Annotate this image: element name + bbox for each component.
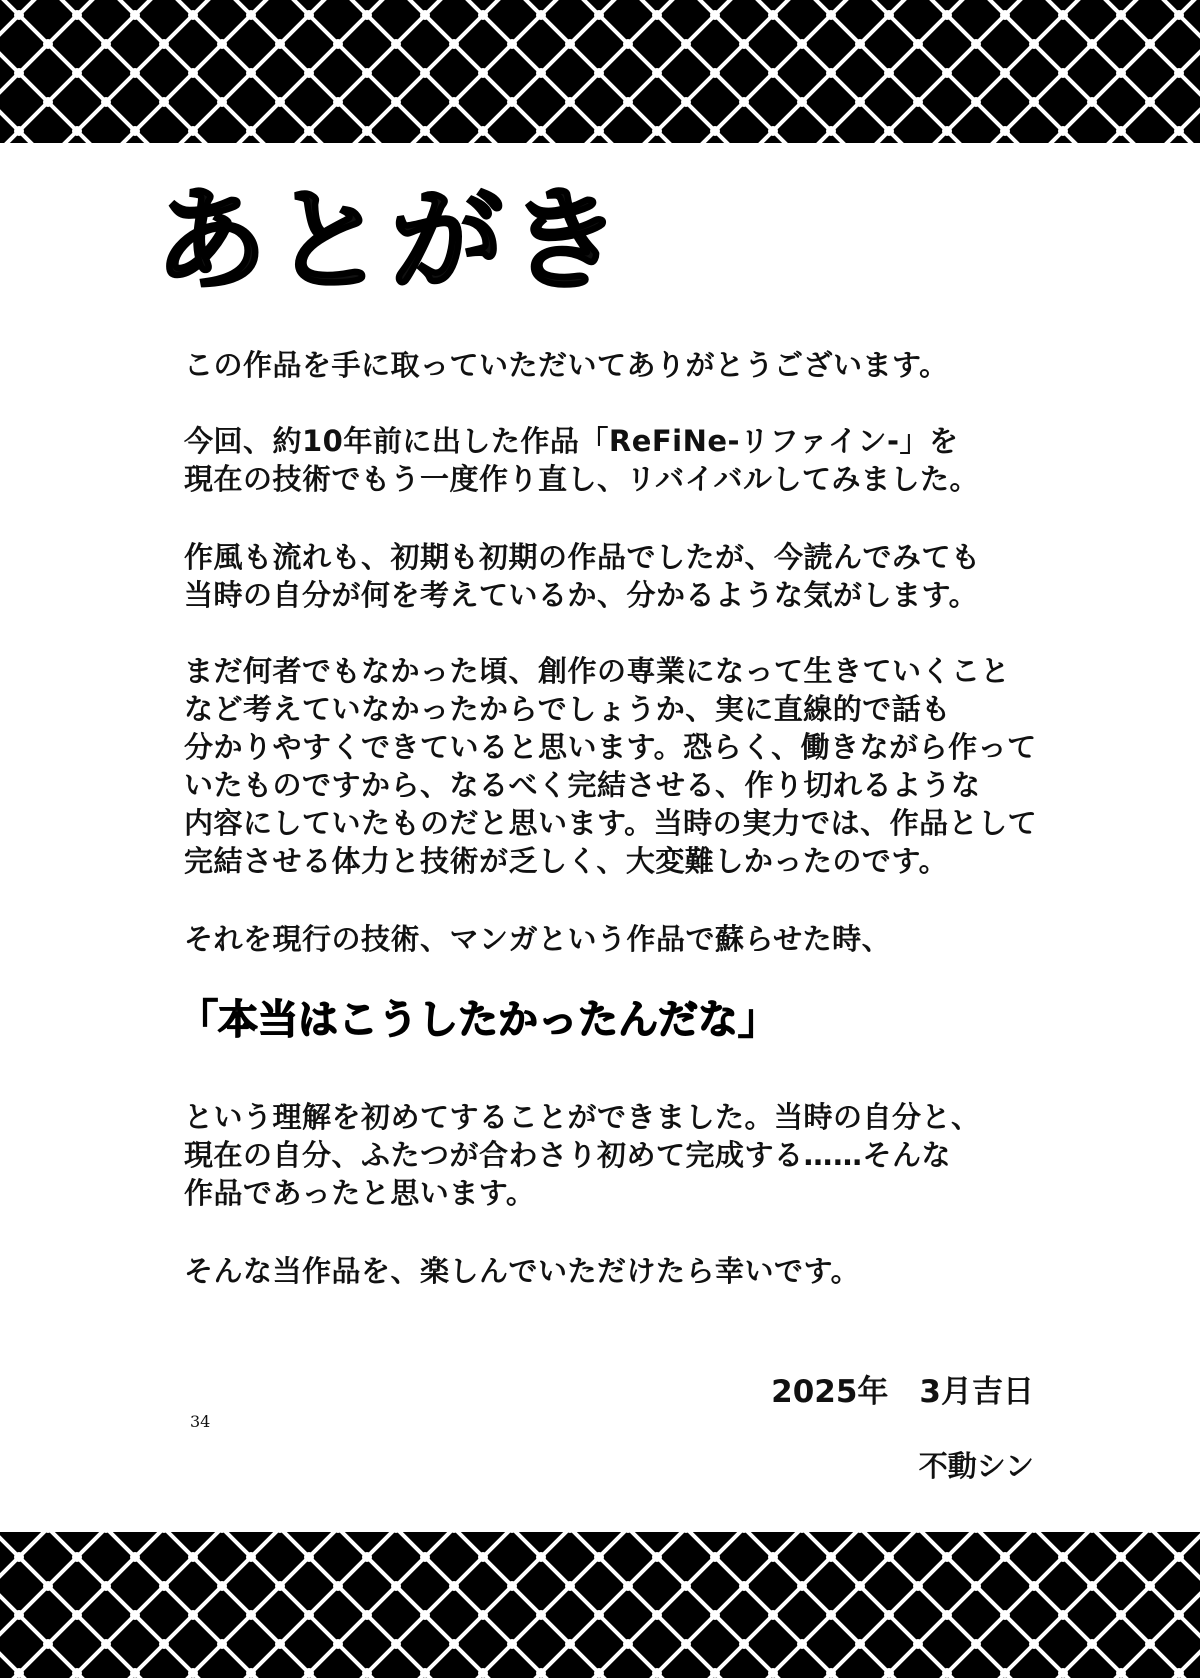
bottom-lattice-border bbox=[0, 1532, 1200, 1678]
text-line: 現在の技術でもう一度作り直し、リバイバルしてみました。 bbox=[184, 462, 980, 496]
text-line: 作風も流れも、初期も初期の作品でしたが、今読んでみても bbox=[184, 540, 981, 574]
text-line: この作品を手に取っていただいてありがとうございます。 bbox=[184, 348, 949, 382]
page-number: 34 bbox=[190, 1412, 211, 1431]
text-line: 現在の自分、ふたつが合わさり初めて完成する……そんな bbox=[184, 1138, 952, 1172]
lattice-pattern-bottom bbox=[0, 1532, 1200, 1678]
text-line: という理解を初めてすることができました。当時の自分と、 bbox=[184, 1100, 981, 1134]
text-line: 当時の自分が何を考えているか、分かるような気がします。 bbox=[184, 578, 979, 612]
paragraph-6 bbox=[184, 1098, 981, 1212]
text-line: それを現行の技術、マンガという作品で蘇らせた時、 bbox=[184, 922, 892, 956]
text-line: など考えていなかったからでしょうか、実に直線的で話も bbox=[184, 692, 951, 726]
paragraph-7 bbox=[184, 1252, 860, 1290]
top-lattice-border bbox=[0, 0, 1200, 143]
paragraph-4 bbox=[184, 652, 1037, 880]
paragraph-1 bbox=[184, 346, 949, 384]
paragraph-5 bbox=[184, 920, 891, 958]
text-line: 分かりやすくできていると思います。恐らく、働きながら作って bbox=[184, 730, 1037, 764]
text-line: いたものですから、なるべく完結させる、作り切れるような bbox=[184, 768, 981, 802]
text-line: そんな当作品を、楽しんでいただけたら幸いです。 bbox=[184, 1254, 861, 1288]
lattice-pattern-top bbox=[0, 0, 1200, 143]
text-line: 作品であったと思います。 bbox=[184, 1176, 536, 1210]
text-line: 今回、約10年前に出した作品「ReFiNe-リファイン-」を bbox=[184, 424, 959, 458]
author-name: 不動シン bbox=[918, 1449, 1034, 1483]
text-line: 内容にしていたものだと思います。当時の実力では、作品として bbox=[184, 806, 1038, 840]
emphasis-quote: 「本当はこうしたかったんだな」 bbox=[178, 997, 778, 1043]
text-line: まだ何者でもなかった頃、創作の専業になって生きていくこと bbox=[184, 654, 1011, 688]
page-title: あとがき bbox=[155, 176, 627, 306]
paragraph-3 bbox=[184, 538, 981, 614]
date-line: 2025年 3月吉日 bbox=[771, 1374, 1034, 1410]
paragraph-2 bbox=[184, 422, 979, 498]
text-line: 完結させる体力と技術が乏しく、大変難しかったのです。 bbox=[184, 844, 949, 878]
